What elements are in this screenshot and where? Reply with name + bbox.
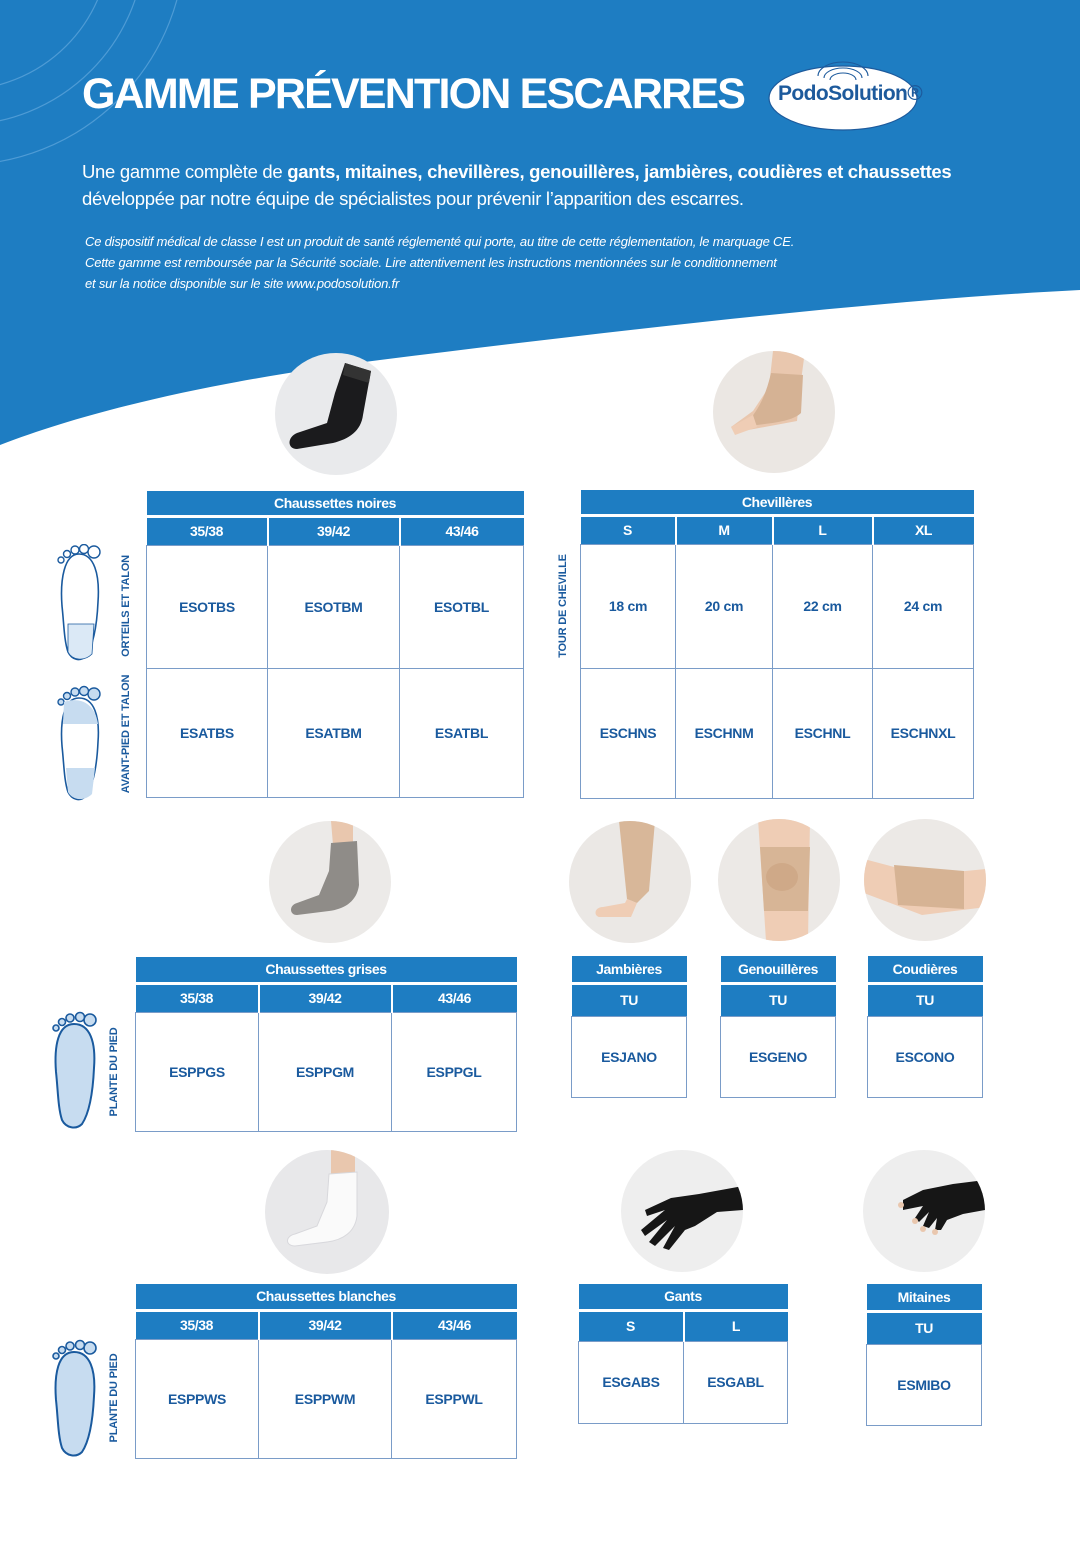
product-code: ESPPGS [136, 1012, 259, 1131]
table-title: Mitaines [867, 1284, 982, 1311]
foot-sole-icon-2 [48, 1338, 100, 1460]
product-code: ESATBM [268, 668, 400, 797]
product-code: ESCHNL [773, 668, 873, 798]
table-chaussettes-blanches [135, 1284, 517, 1459]
knee-sleeve-photo [718, 819, 840, 941]
product-code: ESMIBO [867, 1344, 982, 1425]
table-title: Chaussettes blanches [136, 1284, 517, 1310]
label-orteils-talon: ORTEILS ET TALON [120, 555, 132, 657]
product-code: ESOTBL [400, 545, 524, 668]
table-chevilleres [580, 490, 974, 799]
ankle-measure: 20 cm [676, 544, 773, 668]
page-title: GAMME PRÉVENTION ESCARRES [82, 70, 745, 118]
table-chaussettes-noires [146, 491, 524, 798]
product-code: ESOTBS [147, 545, 268, 668]
white-sock-photo [265, 1150, 389, 1274]
table-mitaines [866, 1284, 982, 1426]
table-jambieres [571, 956, 687, 1098]
product-code: ESPPWS [136, 1339, 259, 1458]
regulatory-disclaimer: Ce dispositif médical de classe I est un produit de santé réglementé qui porte, au titre de cette réglementation, le marquage CE. Cette gamme est remboursée par la Sécurité sociale. Lire attentivement les instructions mentionnées sur le conditionnement et sur la notice disponible sur le site www.podosolution.fr [85, 234, 795, 291]
size-header: 35/38 [147, 516, 268, 545]
size-header: S [579, 1310, 684, 1341]
product-code: ESCHNS [581, 668, 676, 798]
product-code: ESPPGM [259, 1012, 392, 1131]
product-code: ESCHNXL [873, 668, 974, 798]
elbow-sleeve-photo [864, 819, 986, 941]
black-sock-photo [275, 353, 397, 475]
ankle-support-photo [713, 351, 835, 473]
product-code: ESGABS [579, 1341, 684, 1423]
intro-paragraph: Une gamme complète de gants, mitaines, chevillères, genouillères, jambières, coudières et chaussettes développée par notre équipe de spécialistes pour prévenir l’apparition des escarres. [82, 161, 952, 209]
table-title: Coudières [868, 956, 983, 983]
grey-sock-photo [269, 821, 391, 943]
size-header: 43/46 [392, 1310, 517, 1339]
size-header: L [684, 1310, 788, 1341]
size-header: 43/46 [392, 983, 517, 1012]
label-plante-pied-1: PLANTE DU PIED [108, 1027, 120, 1117]
size-header: L [773, 515, 873, 544]
size-header: TU [721, 983, 836, 1016]
leg-sleeve-photo [569, 821, 691, 943]
table-chaussettes-grises [135, 957, 517, 1132]
size-header: TU [868, 983, 983, 1016]
table-title: Chaussettes noires [147, 491, 524, 516]
product-code: ESGABL [684, 1341, 788, 1423]
logo-text: PodoSolution® [778, 82, 923, 105]
size-header: 43/46 [400, 516, 524, 545]
gloves-photo [621, 1150, 743, 1272]
size-header: S [581, 515, 676, 544]
table-genouilleres [720, 956, 836, 1098]
size-header: 39/42 [268, 516, 400, 545]
product-code: ESPPWM [259, 1339, 392, 1458]
foot-toes-heel-icon [54, 544, 104, 664]
size-header: 39/42 [259, 1310, 392, 1339]
size-header: TU [572, 983, 687, 1016]
size-header: 35/38 [136, 983, 259, 1012]
label-tour-cheville: TOUR DE CHEVILLE [557, 554, 569, 658]
foot-sole-icon-1 [48, 1010, 100, 1132]
product-code: ESPPGL [392, 1012, 517, 1131]
mittens-photo [863, 1150, 985, 1272]
table-gants [578, 1284, 788, 1424]
product-code: ESPPWL [392, 1339, 517, 1458]
table-coudieres [867, 956, 983, 1098]
product-code: ESGENO [721, 1016, 836, 1097]
product-code: ESATBS [147, 668, 268, 797]
label-avant-pied-talon: AVANT-PIED ET TALON [120, 674, 132, 794]
foot-forefoot-heel-icon [54, 684, 104, 804]
size-header: M [676, 515, 773, 544]
ankle-measure: 22 cm [773, 544, 873, 668]
product-code: ESOTBM [268, 545, 400, 668]
table-title: Chaussettes grises [136, 957, 517, 983]
size-header: 35/38 [136, 1310, 259, 1339]
product-code: ESCHNM [676, 668, 773, 798]
ankle-measure: 24 cm [873, 544, 974, 668]
product-code: ESATBL [400, 668, 524, 797]
size-header: TU [867, 1311, 982, 1344]
table-title: Gants [579, 1284, 788, 1310]
size-header: XL [873, 515, 974, 544]
ankle-measure: 18 cm [581, 544, 676, 668]
label-plante-pied-2: PLANTE DU PIED [108, 1353, 120, 1443]
table-title: Jambières [572, 956, 687, 983]
product-code: ESJANO [572, 1016, 687, 1097]
table-title: Genouillères [721, 956, 836, 983]
product-code: ESCONO [868, 1016, 983, 1097]
size-header: 39/42 [259, 983, 392, 1012]
table-title: Chevillères [581, 490, 974, 515]
